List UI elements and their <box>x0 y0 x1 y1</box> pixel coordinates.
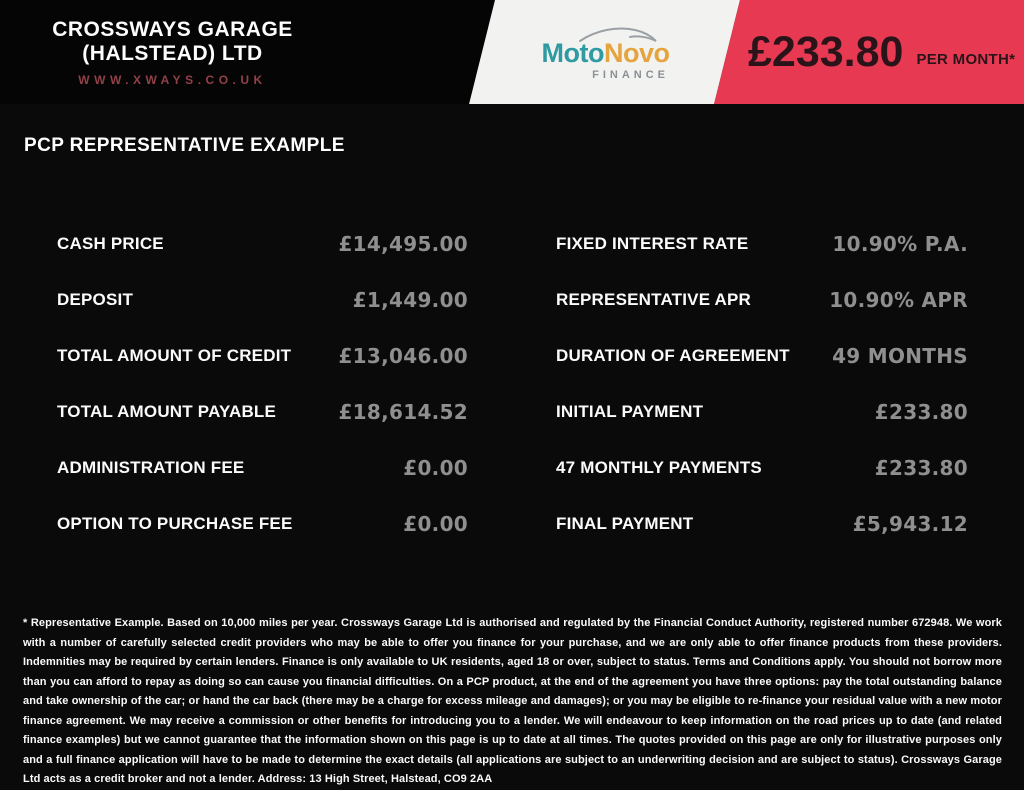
monthly-price-suffix: PER MONTH* <box>916 50 1016 68</box>
row-label: REPRESENTATIVE APR <box>556 290 752 309</box>
table-row <box>556 440 968 496</box>
logo-finance-subtitle: FINANCE <box>592 69 669 81</box>
row-value: £1,449.00 <box>352 288 468 312</box>
row-label: OPTION TO PURCHASE FEE <box>57 514 293 533</box>
row-label: INITIAL PAYMENT <box>556 402 704 421</box>
table-row <box>57 496 468 552</box>
header-banner <box>0 0 1024 104</box>
row-value: £0.00 <box>403 512 468 536</box>
finance-table-right-column <box>556 216 968 552</box>
row-label: DEPOSIT <box>57 290 134 309</box>
finance-table-left-column <box>57 216 468 552</box>
table-row <box>556 384 968 440</box>
row-label: 47 MONTHLY PAYMENTS <box>556 458 762 477</box>
dealer-website: WWW.XWAYS.CO.UK <box>78 73 267 88</box>
row-value: £13,046.00 <box>338 344 468 368</box>
motonovo-wordmark <box>538 40 673 67</box>
row-value: £18,614.52 <box>338 400 468 424</box>
row-value: £14,495.00 <box>338 232 468 256</box>
row-label: DURATION OF AGREEMENT <box>556 346 790 365</box>
row-value: 10.90% APR <box>829 288 968 312</box>
dealer-identity <box>40 18 305 87</box>
dealer-name-line2: (HALSTEAD) LTD <box>82 41 263 65</box>
dealer-name-line1: CROSSWAYS GARAGE <box>52 18 293 41</box>
row-label: TOTAL AMOUNT PAYABLE <box>57 402 277 421</box>
logo-part-novo: Novo <box>603 38 670 68</box>
table-row <box>57 440 468 496</box>
monthly-price <box>748 0 1018 104</box>
dealer-name <box>40 18 305 65</box>
row-label: ADMINISTRATION FEE <box>57 458 245 477</box>
row-value: £233.80 <box>874 456 968 480</box>
table-row <box>57 216 468 272</box>
table-row <box>556 216 968 272</box>
row-label: CASH PRICE <box>57 234 164 253</box>
table-row <box>57 384 468 440</box>
row-label: FINAL PAYMENT <box>556 514 694 533</box>
table-row <box>556 496 968 552</box>
table-row <box>556 328 968 384</box>
logo-part-moto: Moto <box>541 38 604 68</box>
row-label: FIXED INTEREST RATE <box>556 234 749 253</box>
disclaimer-small-print: * Representative Example. Based on 10,000 miles per year. Crossways Garage Ltd is authorised and regulated by the Financial Conduct Authority, registered number 672948. We work with a number of carefully selected credit providers who may be able to offer you finance for your purchase, and we are only able to offer finance products from these providers. Indemnities may be required by certain lenders. Finance is only available to UK residents, aged 18 or over, subject to status. Terms and Conditions apply. You should not borrow more than you can afford to repay as doing so can cause you financial difficulties. On a PCP product, at the end of the agreement you have three options: pay the total outstanding balance and take ownership of the car; or hand the car back (there may be a charge for excess mileage and damages); or you may be eligible to re-finance your residual value with a new motor finance agreement. We may receive a commission or other benefits for introducing you to a lender. We will endeavour to keep information on the road prices up to date (and related finance examples) but we cannot guarantee that the information shown on this page is up to date at all times. The quotes provided on this page are only for illustrative purposes only and a full finance application will have to be made to determine the exact details (all applications are subject to an underwriting decision and are subject to status). Crossways Garage Ltd acts as a credit broker and not a lender. Address: 13 High Street, Halstead, CO9 2AA <box>23 617 1002 785</box>
row-value: £0.00 <box>403 456 468 480</box>
page-title: PCP REPRESENTATIVE EXAMPLE <box>24 135 345 156</box>
row-value: £233.80 <box>874 400 968 424</box>
table-row <box>57 272 468 328</box>
monthly-price-amount: £233.80 <box>748 27 904 76</box>
row-value: 49 MONTHS <box>832 344 968 368</box>
row-value: 10.90% P.A. <box>832 232 968 256</box>
row-label: TOTAL AMOUNT OF CREDIT <box>57 346 292 365</box>
motonovo-logo <box>538 24 673 81</box>
table-row <box>556 272 968 328</box>
table-row <box>57 328 468 384</box>
row-value: £5,943.12 <box>852 512 968 536</box>
